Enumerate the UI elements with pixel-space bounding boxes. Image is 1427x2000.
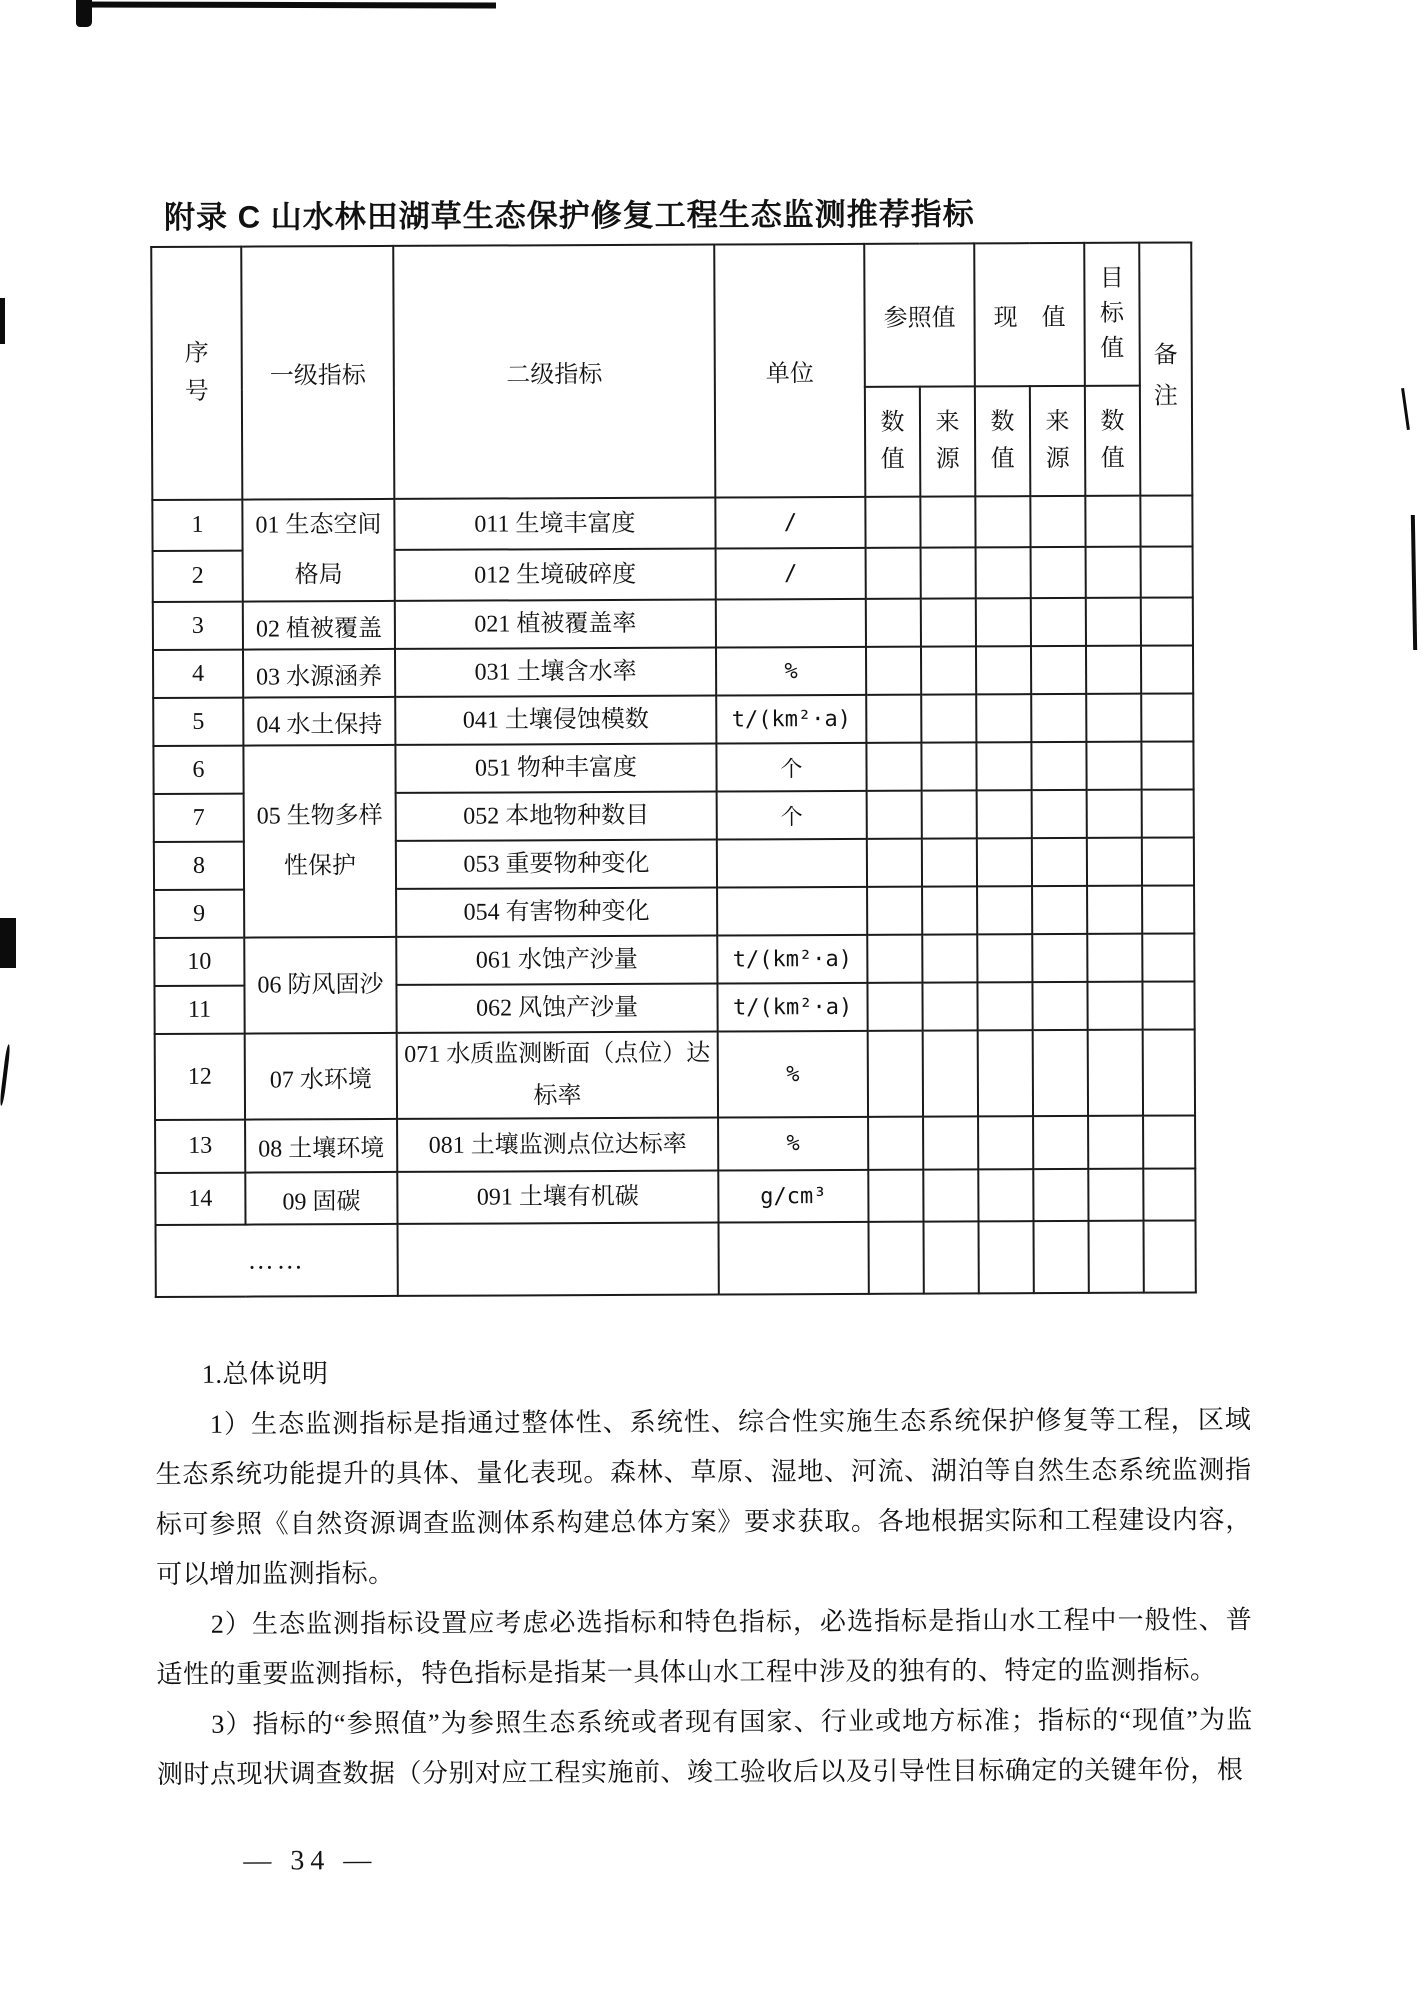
level2-cell: 051 物种丰富度	[395, 744, 716, 793]
note-paragraph-2: 2）生态监测指标设置应考虑必选指标和特色指标，必选指标是指山水工程中一般性、普适性的重要监测指标，特色指标是指某一具体山水工程中涉及的独有的、特定的监测指标。	[156, 1605, 1253, 1689]
empty-cell	[920, 496, 975, 547]
row-number: 1	[152, 500, 242, 551]
empty-cell	[978, 1030, 1033, 1116]
level2-cell: 081 土壤监测点位达标率	[397, 1118, 718, 1172]
row-number: 8	[154, 842, 244, 890]
empty-cell	[1032, 790, 1087, 838]
empty-cell	[922, 934, 977, 982]
header-note: 备注	[1139, 242, 1192, 495]
empty-cell	[1032, 982, 1087, 1030]
unit-cell: %	[718, 1117, 868, 1171]
row-number: 13	[155, 1120, 245, 1173]
page-title: 附录 C 山水林田湖草生态保护修复工程生态监测推荐指标	[164, 196, 975, 235]
row-number: 14	[155, 1173, 245, 1225]
unit-cell: %	[716, 647, 866, 696]
empty-cell	[922, 982, 977, 1030]
empty-cell	[922, 838, 977, 886]
unit-cell: 个	[716, 743, 866, 792]
table-row-ellipsis	[156, 1220, 1196, 1297]
empty-cell	[866, 647, 921, 695]
table-row	[153, 597, 1193, 650]
empty-cell	[1086, 598, 1141, 646]
empty-cell	[1033, 1030, 1088, 1116]
table-row	[153, 693, 1193, 746]
header-target: 目标值	[1084, 243, 1140, 386]
scan-artifact	[0, 298, 5, 344]
unit-cell: t/(km²·a)	[717, 983, 867, 1032]
empty-cell	[1031, 598, 1086, 646]
table-row	[155, 1168, 1195, 1225]
header-level2: 二级指标	[393, 245, 715, 499]
level1-cell: 01 生态空间 格局	[242, 499, 394, 602]
unit-cell: %	[718, 1031, 868, 1118]
level2-cell: 061 水蚀产沙量	[396, 936, 717, 985]
empty-cell	[977, 982, 1032, 1030]
empty-cell	[978, 1116, 1033, 1169]
row-number: 10	[154, 938, 244, 986]
empty-cell	[923, 1030, 978, 1116]
row-number: 3	[153, 602, 243, 650]
level2-cell: 041 土壤侵蚀模数	[395, 696, 716, 745]
empty-cell	[866, 695, 921, 743]
empty-cell	[1033, 1116, 1088, 1169]
empty-cell	[866, 548, 921, 599]
empty-cell	[978, 1169, 1033, 1221]
table-row	[155, 1115, 1195, 1173]
empty-cell	[719, 1222, 869, 1295]
table-row	[155, 1029, 1195, 1120]
row-number: 2	[153, 551, 243, 602]
empty-cell	[1143, 1220, 1195, 1292]
row-number: 9	[154, 890, 244, 938]
scan-artifact	[78, 1, 496, 8]
subheader-cur-source: 来源	[1030, 386, 1085, 496]
empty-cell	[1088, 1221, 1143, 1293]
empty-cell	[869, 1222, 924, 1294]
empty-cell	[868, 1031, 923, 1117]
empty-cell	[1087, 934, 1142, 982]
header-unit: 单位	[714, 244, 865, 498]
empty-cell	[1142, 789, 1194, 837]
empty-cell	[1031, 694, 1086, 742]
subheader-cur-value: 数值	[975, 386, 1030, 496]
empty-cell	[1142, 933, 1194, 981]
empty-cell	[922, 886, 977, 934]
scan-artifact	[1411, 515, 1417, 650]
empty-cell	[867, 839, 922, 887]
empty-cell	[866, 743, 921, 791]
empty-cell	[1088, 1116, 1143, 1169]
empty-cell	[977, 838, 1032, 886]
empty-cell	[977, 790, 1032, 838]
empty-cell	[867, 887, 922, 935]
unit-cell: 个	[717, 791, 867, 840]
empty-cell	[1143, 1029, 1195, 1115]
empty-cell	[921, 547, 976, 598]
level2-cell: 021 植被覆盖率	[395, 600, 716, 649]
subheader-target-value: 数值	[1085, 386, 1140, 496]
unit-cell: t/(km²·a)	[716, 695, 866, 744]
empty-cell	[921, 742, 976, 790]
empty-cell	[868, 1170, 923, 1222]
empty-cell	[1141, 546, 1193, 597]
unit-cell: t/(km²·a)	[717, 935, 867, 984]
empty-cell	[923, 1169, 978, 1221]
table-row	[153, 645, 1193, 698]
page-number: — 34 —	[243, 1845, 378, 1877]
empty-cell	[921, 598, 976, 646]
empty-cell	[868, 1117, 923, 1170]
level2-cell: 011 生境丰富度	[394, 498, 715, 550]
level1-cell: 09 固碳	[245, 1172, 397, 1225]
level2-cell: 071 水质监测断面（点位）达标率	[397, 1032, 718, 1119]
row-number: 6	[153, 746, 243, 794]
level1-cell: 02 植被覆盖	[243, 601, 395, 650]
table-header-row	[151, 242, 1192, 390]
empty-cell	[1085, 496, 1140, 547]
empty-cell	[867, 935, 922, 983]
empty-cell	[1143, 1115, 1195, 1168]
level2-cell: 012 生境破碎度	[395, 549, 716, 601]
note-paragraph-1: 1）生态监测指标是指通过整体性、系统性、综合性实施生态系统保护修复等工程，区域生态系统功能提升的具体、量化表现。森林、草原、湿地、河流、湖泊等自然生态系统监测指标可参照《自然资源调查监测体系构建总体方案》要求获取。各地根据实际和工程建设内容，可以增加监测指标。	[155, 1405, 1252, 1589]
scan-artifact	[1401, 388, 1410, 430]
empty-cell	[1031, 547, 1086, 598]
empty-cell	[866, 599, 921, 647]
empty-cell	[1088, 1030, 1143, 1116]
empty-cell	[1141, 741, 1193, 789]
unit-cell: /	[715, 497, 865, 549]
empty-cell	[976, 742, 1031, 790]
empty-cell	[976, 547, 1031, 598]
level1-cell: 06 防风固沙	[244, 937, 396, 1034]
row-number: 7	[154, 794, 244, 842]
empty-cell	[976, 694, 1031, 742]
level1-cell: 08 土壤环境	[245, 1119, 397, 1173]
empty-cell	[1031, 646, 1086, 694]
header-reference: 参照值	[864, 243, 975, 386]
row-number: 12	[155, 1034, 245, 1120]
empty-cell	[1033, 1169, 1088, 1221]
level2-cell: 054 有害物种变化	[396, 888, 717, 937]
unit-cell	[717, 839, 867, 888]
level1-cell: 07 水环境	[245, 1033, 397, 1120]
level1-cell: 03 水源涵养	[243, 649, 395, 698]
empty-cell	[978, 1221, 1033, 1293]
subheader-ref-source: 来源	[920, 386, 975, 496]
empty-cell	[923, 1116, 978, 1169]
empty-cell	[976, 646, 1031, 694]
unit-cell	[716, 599, 866, 648]
scan-artifact	[0, 918, 16, 968]
row-number: 11	[154, 986, 244, 1034]
indicator-table	[150, 241, 1197, 1298]
empty-cell	[1032, 934, 1087, 982]
unit-cell: g/cm³	[718, 1170, 868, 1223]
empty-cell	[1087, 838, 1142, 886]
empty-cell	[1031, 742, 1086, 790]
level2-cell: 062 风蚀产沙量	[396, 984, 717, 1033]
empty-cell	[867, 983, 922, 1031]
scan-artifact	[76, 0, 92, 27]
empty-cell	[1140, 495, 1192, 546]
scan-artifact	[0, 1044, 11, 1106]
empty-cell	[867, 791, 922, 839]
empty-cell	[1087, 982, 1142, 1030]
empty-cell	[1030, 496, 1085, 547]
row-number: 5	[153, 698, 243, 746]
notes-heading: 1.总体说明	[201, 1359, 329, 1389]
empty-cell	[977, 886, 1032, 934]
level2-cell: 052 本地物种数目	[396, 792, 717, 841]
empty-cell	[921, 646, 976, 694]
empty-cell	[1143, 1168, 1195, 1220]
empty-cell	[1142, 837, 1194, 885]
level1-cell: 05 生物多样 性保护	[243, 745, 396, 938]
empty-cell	[1141, 597, 1193, 645]
empty-cell	[1087, 790, 1142, 838]
level2-cell: 053 重要物种变化	[396, 840, 717, 889]
table-row	[153, 741, 1193, 794]
empty-cell	[1086, 646, 1141, 694]
empty-cell	[1087, 886, 1142, 934]
empty-cell	[1032, 838, 1087, 886]
header-level1: 一级指标	[241, 246, 394, 500]
header-current: 现 值	[974, 243, 1085, 386]
empty-cell	[921, 694, 976, 742]
header-no: 序号	[151, 247, 242, 500]
page-content	[150, 187, 1257, 1878]
empty-cell	[1086, 742, 1141, 790]
empty-cell	[975, 496, 1030, 547]
empty-cell	[1141, 645, 1193, 693]
table-row	[154, 933, 1194, 986]
empty-cell	[1032, 886, 1087, 934]
note-paragraph-3: 3）指标的“参照值”为参照生态系统或者现有国家、行业或地方标准；指标的“现值”为监测时点现状调查数据（分别对应工程实施前、竣工验收后以及引导性目标确定的关键年份，根	[156, 1705, 1253, 1789]
empty-cell	[398, 1223, 719, 1296]
subheader-ref-value: 数值	[865, 387, 920, 497]
unit-cell: /	[716, 548, 866, 600]
empty-cell	[922, 790, 977, 838]
empty-cell	[976, 598, 1031, 646]
empty-cell	[1142, 981, 1194, 1029]
empty-cell	[1033, 1221, 1088, 1293]
level2-cell: 031 土壤含水率	[395, 648, 716, 697]
row-number: 4	[153, 650, 243, 698]
ellipsis-cell: ……	[156, 1224, 398, 1297]
empty-cell	[1141, 693, 1193, 741]
empty-cell	[1088, 1169, 1143, 1221]
unit-cell	[717, 887, 867, 936]
empty-cell	[1142, 885, 1194, 933]
notes-section	[155, 1345, 1253, 1800]
table-row	[152, 495, 1192, 551]
empty-cell	[924, 1221, 979, 1293]
empty-cell	[977, 934, 1032, 982]
level2-cell: 091 土壤有机碳	[397, 1171, 718, 1224]
level1-cell: 04 水土保持	[243, 697, 395, 746]
empty-cell	[1086, 547, 1141, 598]
empty-cell	[865, 497, 920, 548]
empty-cell	[1086, 694, 1141, 742]
